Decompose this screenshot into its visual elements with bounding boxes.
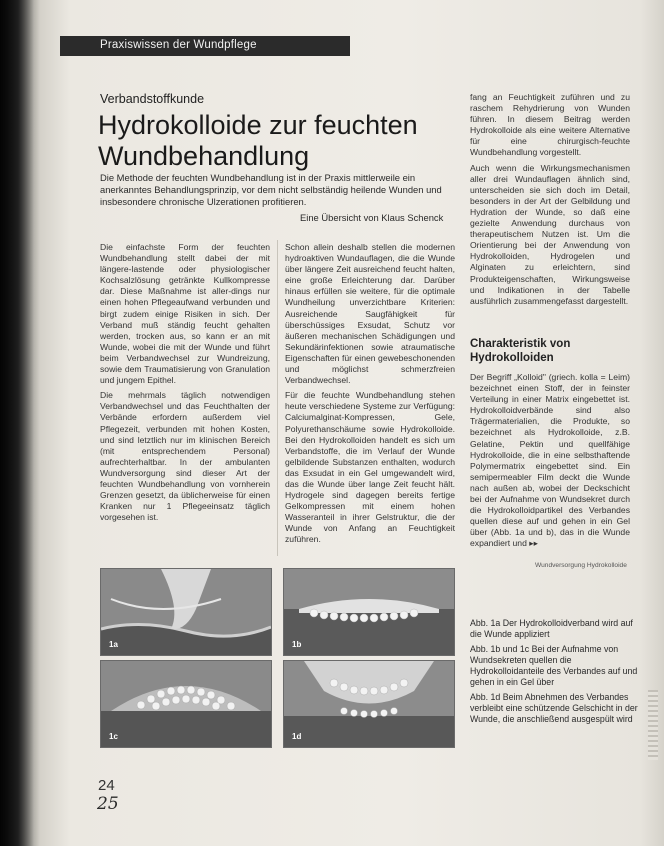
section-header-label: Praxiswissen der Wundpflege	[100, 39, 257, 51]
paragraph: Die mehrmals täglich notwendigen Verbandwechsel und das Feuchthalten der Verbände erfordern außerdem viel Pflegezeit, verbunden mit hohen Kosten, und sind letztlich nur im klinischen Bereich (mit entsprechendem Personal) aufrechterhaltbar. In der ambulanten Wundversorgung sind dieser Art der feuchten Wundbehandlung von vornherein Grenzen gesetzt, da üblicherweise für einen Kranken nur 1 Pflegeeinsatz täglich vorgesehen ist.	[100, 390, 270, 523]
paragraph: Für die feuchte Wundbehandlung stehen heute verschiedene Systeme zur Verfügung: Calciumalginat-Kompressen, Gele, Polyurethanschäume sowie Hydrokolloide. Bei den Hydrokolloiden handelt es sich um Verbandstoffe, die im Verlauf der Wunde gelbildende Substanzen enthalten, wodurch das Exsudat in ein Gel umgewandelt wird, das die Wunde über lange Zeit feucht hält. Hydrogele sind dagegen bereits fertige Gelkompressen mit einem hohen Wasseranteil in ihrer Gelstruktur, die der Wunde von Anfang an Feuchtigkeit zuführen.	[285, 390, 455, 545]
text-column-4	[470, 372, 630, 554]
figure-1b-illustration	[284, 569, 454, 655]
footnote: Wundversorgung Hydrokolloide	[535, 562, 627, 569]
figure-1a-illustration	[101, 569, 271, 655]
figure-1c	[100, 660, 272, 748]
paragraph	[470, 372, 630, 550]
text-column-3	[470, 92, 630, 311]
text-column-2	[285, 242, 455, 550]
continue-marker: ▸▸	[529, 538, 538, 549]
paragraph: Die einfachste Form der feuchten Wundbehandlung stellt dabei der mit längere-lastende oder physiologischer Kochsalzlösung getränkte Kullkompresse dar. Diese Maßnahme ist aller-dings nur einen hohen Pflegeaufwand verbunden und birgt zudem einige Risiken in sich. Der Verband muß ständig feucht gehalten werden, trocken aus, so kann er an mit Wunde, wobei die mit der Wunde und führt beim Verbandwechsel zur Wundreizung, sowie dem Traumatisierung von Granulation und jungem Epithel.	[100, 242, 270, 386]
handwritten-page-number: 25	[97, 794, 119, 814]
article-lead: Die Methode der feuchten Wundbehandlung ist in der Praxis mittlerweile ein anerkanntes Behandlungsprinzip, vor dem nicht selbständig heilende Wunden und insbesondere chronische Ulzerationen profitieren.	[100, 172, 442, 207]
figure-1d-illustration	[284, 661, 454, 747]
paragraph: Auch wenn die Wirkungsmechanismen aller drei Wundauflagen ähnlich sind, unterscheiden sie sich doch im Detail, besonders in der Art der Gelbildung und Hydration der Wunde, so daß eine gezielte Anwendung durchaus von therapeutischem Nutzen ist. Um die Orientierung bei der Anwendung von Hydrokolloiden, Hydrogelen und Alginaten zu erleichtern, sind Produkteigenschaften, Wirkungsweise und Indikationen in der Tabelle ausführlich zusammengefasst dargestellt.	[470, 162, 630, 306]
edge-barcode	[648, 690, 658, 760]
figure-1a	[100, 568, 272, 656]
column-divider	[277, 240, 278, 556]
figure-label: 1c	[109, 732, 118, 741]
figure-1c-illustration	[101, 661, 271, 747]
section-subheading: Charakteristik von Hydrokolloiden	[470, 338, 571, 364]
page-number: 24	[98, 777, 115, 794]
book-spine-shadow	[0, 0, 40, 846]
caption: Abb. 1d Beim Abnehmen des Verbandes verbleibt eine schützende Gelschicht in der Wunde, die anschließend ausgespült wird	[470, 692, 638, 724]
article-kicker: Verbandstoffkunde	[100, 92, 205, 106]
article-title: Hydrokolloide zur feuchten Wundbehandlung	[98, 110, 418, 171]
paragraph-text: Der Begriff „Kolloid" (griech. kolla = Leim) bezeichnet einen Stoff, der in feinster Verteilung in einer Matrix eingebettet ist. Hydrokolloidverbände sind also Trägermaterialien, die Produkte, so bezeichnet als Hydrokolloide, z.B. Gelatine, Pektin und quellfähige Hydrokolloide, die in eine selbsthaftende Polymermatrix eingebettet sind. Ein semipermeabler Film deckt die Wunde nach außen ab, wobei der Deckschicht bei der Aufnahme von Wundsekret durch die Hydrokolloidpartikel des Verbandes quellen diese auf und gehen in ein Gel über (Abb. 1a und b), das in die Wunde expandiert und	[470, 372, 630, 549]
figure-label: 1d	[292, 732, 302, 741]
figure-label: 1b	[292, 640, 302, 649]
figure-captions	[470, 618, 640, 729]
figure-1b	[283, 568, 455, 656]
figure-label: 1a	[109, 640, 118, 649]
caption: Abb. 1a Der Hydrokolloidverband wird auf die Wunde appliziert	[470, 618, 633, 639]
section-header-bar	[60, 36, 350, 56]
paragraph: fang an Feuchtigkeit zuführen und zu raschem Rehydrierung von Wunden führen. In diesem Beitrag werden Hydrokolloide als eine weitere Alternative für eine chirurgisch-feuchte Wundbehandlung vorgestellt.	[470, 92, 630, 158]
text-column-1	[100, 242, 270, 527]
figure-1d	[283, 660, 455, 748]
paragraph: Schon allein deshalb stellen die modernen hydroaktiven Wundauflagen, die die Wunde über längere Zeit ausreichend feucht halten, eine große Erleichterung dar. Darüber hinaus erfüllen sie weitere, für die optimale Wundheilung unverzichtbare Kriterien: Ausreichende Saugfähigkeit für überschüssiges Exsudat, Schutz vor äußeren mechanischen Schädigungen und Sekundärinfektionen sowie atraumatische Eigenschaften für einen gewebeschonenden und möglichst schmerzfreien Verbandwechsel.	[285, 242, 455, 386]
caption: Abb. 1b und 1c Bei der Aufnahme von Wundsekreten quellen die Hydrokolloidanteile des Verbandes auf und gehen in ein Gel über	[470, 644, 638, 687]
article-author: Eine Übersicht von Klaus Schenck	[300, 212, 444, 223]
